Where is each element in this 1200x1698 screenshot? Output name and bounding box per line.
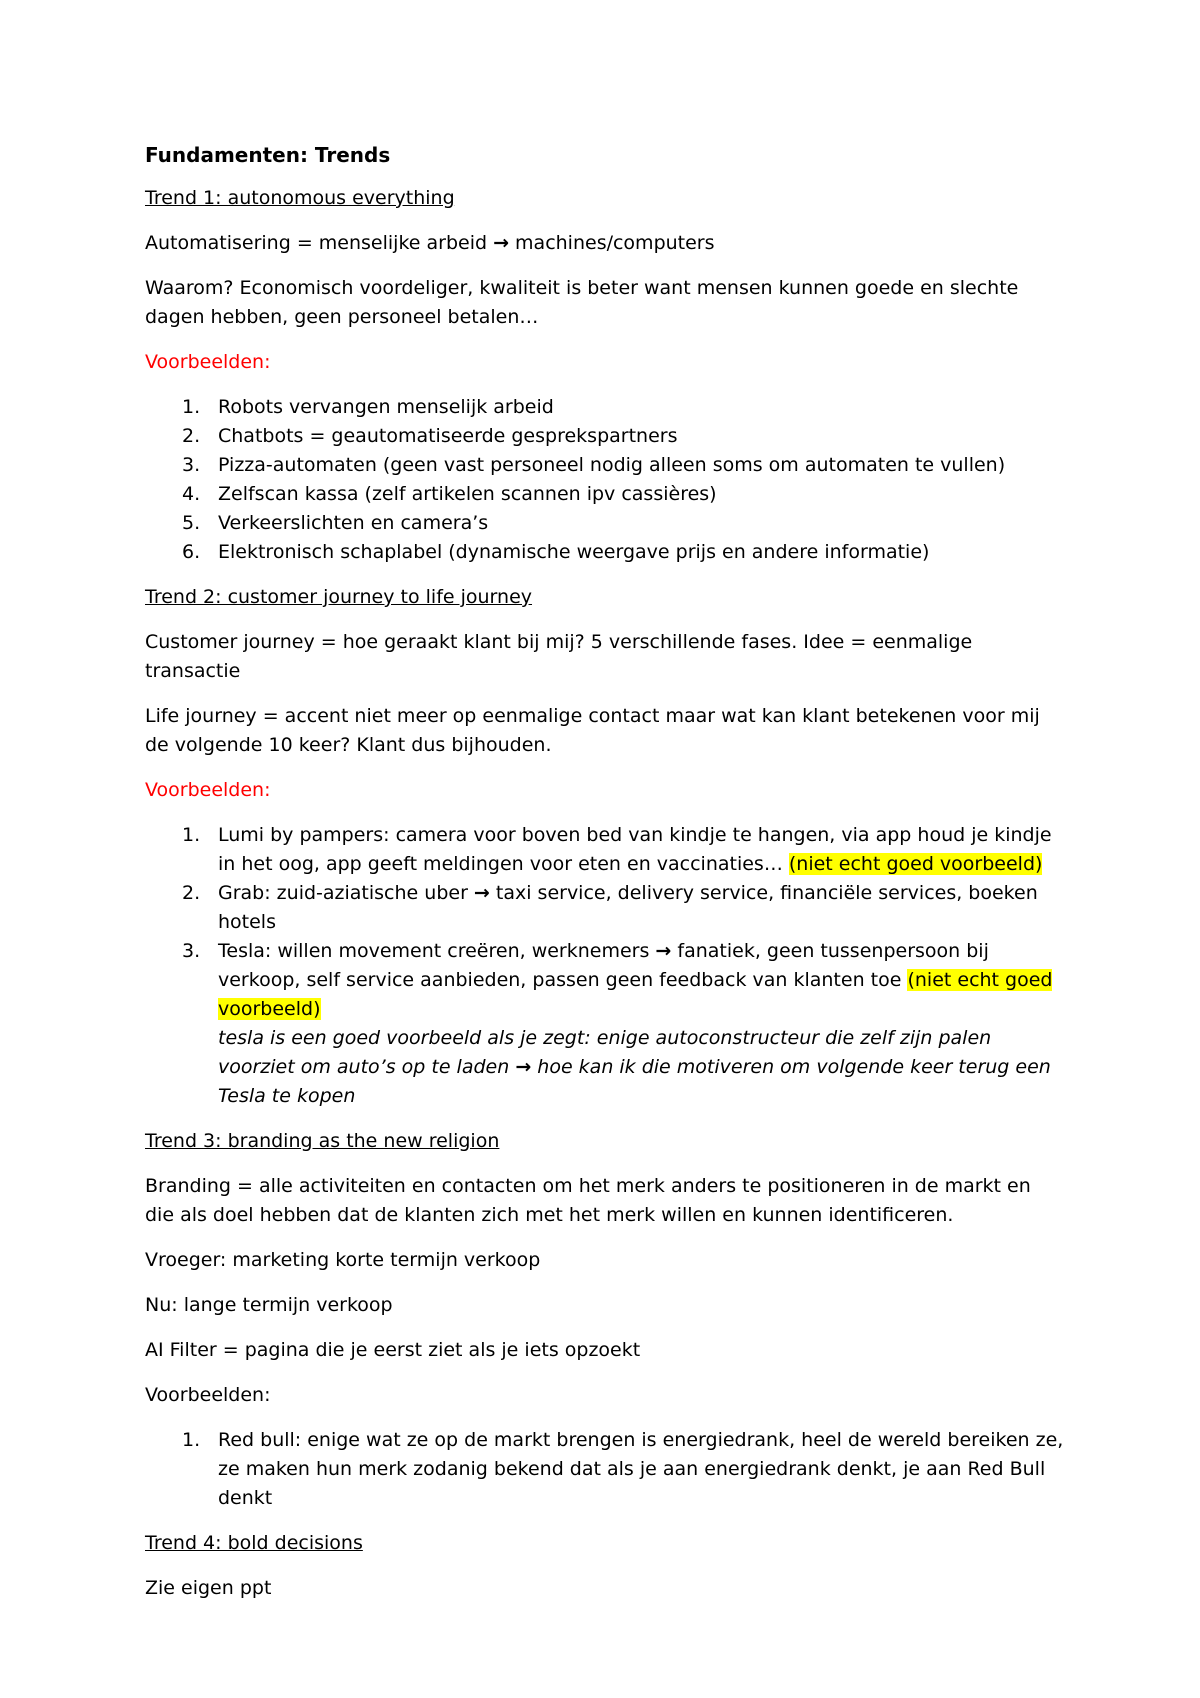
list-item bbox=[145, 879, 1065, 937]
trend2-heading: Trend 2: customer journey to life journey bbox=[145, 586, 533, 608]
list-item bbox=[145, 1426, 1065, 1513]
list-text: fanatiek, geen tussenpersoon bij verkoop, self service aanbieden, passen geen feedback van klanten toe bbox=[218, 940, 989, 991]
list-number: 1. bbox=[182, 1429, 201, 1451]
list-number: 1. bbox=[182, 824, 201, 846]
list-text: Pizza-automaten (geen vast personeel nodig alleen soms om automaten te vullen) bbox=[218, 454, 1006, 476]
trend2-examples-label: Voorbeelden: bbox=[145, 779, 271, 801]
list-number: 5. bbox=[182, 512, 201, 534]
highlight-note: (niet echt goed voorbeeld) bbox=[788, 853, 1043, 875]
list-item bbox=[145, 821, 1065, 879]
list-number: 2. bbox=[182, 425, 201, 447]
list-text: Lumi by pampers: camera voor boven bed van kindje te hangen, via app houd je kindje in het oog, app geeft meldingen voor eten en vaccinaties… bbox=[218, 824, 1052, 875]
list-number: 3. bbox=[182, 454, 201, 476]
list-number: 3. bbox=[182, 940, 201, 962]
arrow-icon: → bbox=[655, 940, 672, 962]
list-text: Red bull: enige wat ze op de markt brengen is energiedrank, heel de wereld bereiken ze, ze maken hun merk zodanig bekend dat als je aan energiedrank denkt, je aan Red Bull denkt bbox=[218, 1429, 1064, 1509]
list-text: Chatbots = geautomatiseerde gesprekspartners bbox=[218, 425, 678, 447]
trend1-definition-a: Automatisering = menselijke arbeid bbox=[145, 232, 494, 254]
list-item bbox=[145, 538, 1065, 567]
list-text: Tesla: willen movement creëren, werknemers bbox=[218, 940, 656, 962]
list-item bbox=[145, 451, 1065, 480]
trend1-examples-list bbox=[145, 393, 1065, 567]
trend3-ai-filter: AI Filter = pagina die je eerst ziet als je iets opzoekt bbox=[145, 1339, 641, 1361]
arrow-icon: → bbox=[473, 882, 490, 904]
trend2-examples-list bbox=[145, 821, 1065, 1111]
list-number: 4. bbox=[182, 483, 201, 505]
trend1-why: Waarom? Economisch voordeliger, kwaliteit is beter want mensen kunnen goede en slechte dagen hebben, geen personeel betalen… bbox=[145, 277, 1019, 328]
trend3-nu: Nu: lange termijn verkoop bbox=[145, 1294, 393, 1316]
list-text: Zelfscan kassa (zelf artikelen scannen ipv cassières) bbox=[218, 483, 717, 505]
highlight-note: (niet echt goed voorbeeld) bbox=[218, 969, 1053, 1020]
list-item bbox=[145, 393, 1065, 422]
document-title: Fundamenten: Trends bbox=[145, 143, 391, 167]
list-item bbox=[145, 509, 1065, 538]
list-number: 1. bbox=[182, 396, 201, 418]
trend3-heading: Trend 3: branding as the new religion bbox=[145, 1130, 500, 1152]
trend4-note: Zie eigen ppt bbox=[145, 1577, 272, 1599]
trend3-vroeger: Vroeger: marketing korte termijn verkoop bbox=[145, 1249, 541, 1271]
list-text: taxi service, delivery service, financiële services, boeken hotels bbox=[218, 882, 1038, 933]
trend3-examples-label: Voorbeelden: bbox=[145, 1384, 271, 1406]
trend1-examples-label: Voorbeelden: bbox=[145, 351, 271, 373]
list-item bbox=[145, 480, 1065, 509]
arrow-icon: → bbox=[515, 1056, 532, 1078]
list-number: 2. bbox=[182, 882, 201, 904]
trend4-heading: Trend 4: bold decisions bbox=[145, 1532, 363, 1554]
list-item bbox=[145, 937, 1065, 1111]
trend1-definition bbox=[145, 229, 1065, 258]
list-text: Elektronisch schaplabel (dynamische weergave prijs en andere informatie) bbox=[218, 541, 930, 563]
list-number: 6. bbox=[182, 541, 201, 563]
list-item bbox=[145, 422, 1065, 451]
italic-note: tesla is een goed voorbeeld als je zegt: enige autoconstructeur die zelf zijn palen voorziet om auto’s op te laden bbox=[218, 1027, 992, 1078]
arrow-icon: → bbox=[493, 232, 509, 254]
trend3-branding: Branding = alle activiteiten en contacten om het merk anders te positioneren in de markt en die als doel hebben dat de klanten zich met het merk willen en kunnen identificeren. bbox=[145, 1175, 1031, 1226]
list-text: Verkeerslichten en camera’s bbox=[218, 512, 489, 534]
list-text: Robots vervangen menselijk arbeid bbox=[218, 396, 554, 418]
italic-note: hoe kan ik die motiveren om volgende keer terug een Tesla te kopen bbox=[218, 1056, 1051, 1107]
trend1-definition-b: machines/computers bbox=[509, 232, 715, 254]
trend2-customer-journey: Customer journey = hoe geraakt klant bij mij? 5 verschillende fases. Idee = eenmalige transactie bbox=[145, 631, 973, 682]
document-body bbox=[145, 140, 1065, 1619]
trend2-life-journey: Life journey = accent niet meer op eenmalige contact maar wat kan klant betekenen voor mij de volgende 10 keer? Klant dus bijhouden. bbox=[145, 705, 1040, 756]
trend1-heading: Trend 1: autonomous everything bbox=[145, 187, 455, 209]
list-text: Grab: zuid-aziatische uber bbox=[218, 882, 474, 904]
trend3-examples-list bbox=[145, 1426, 1065, 1513]
